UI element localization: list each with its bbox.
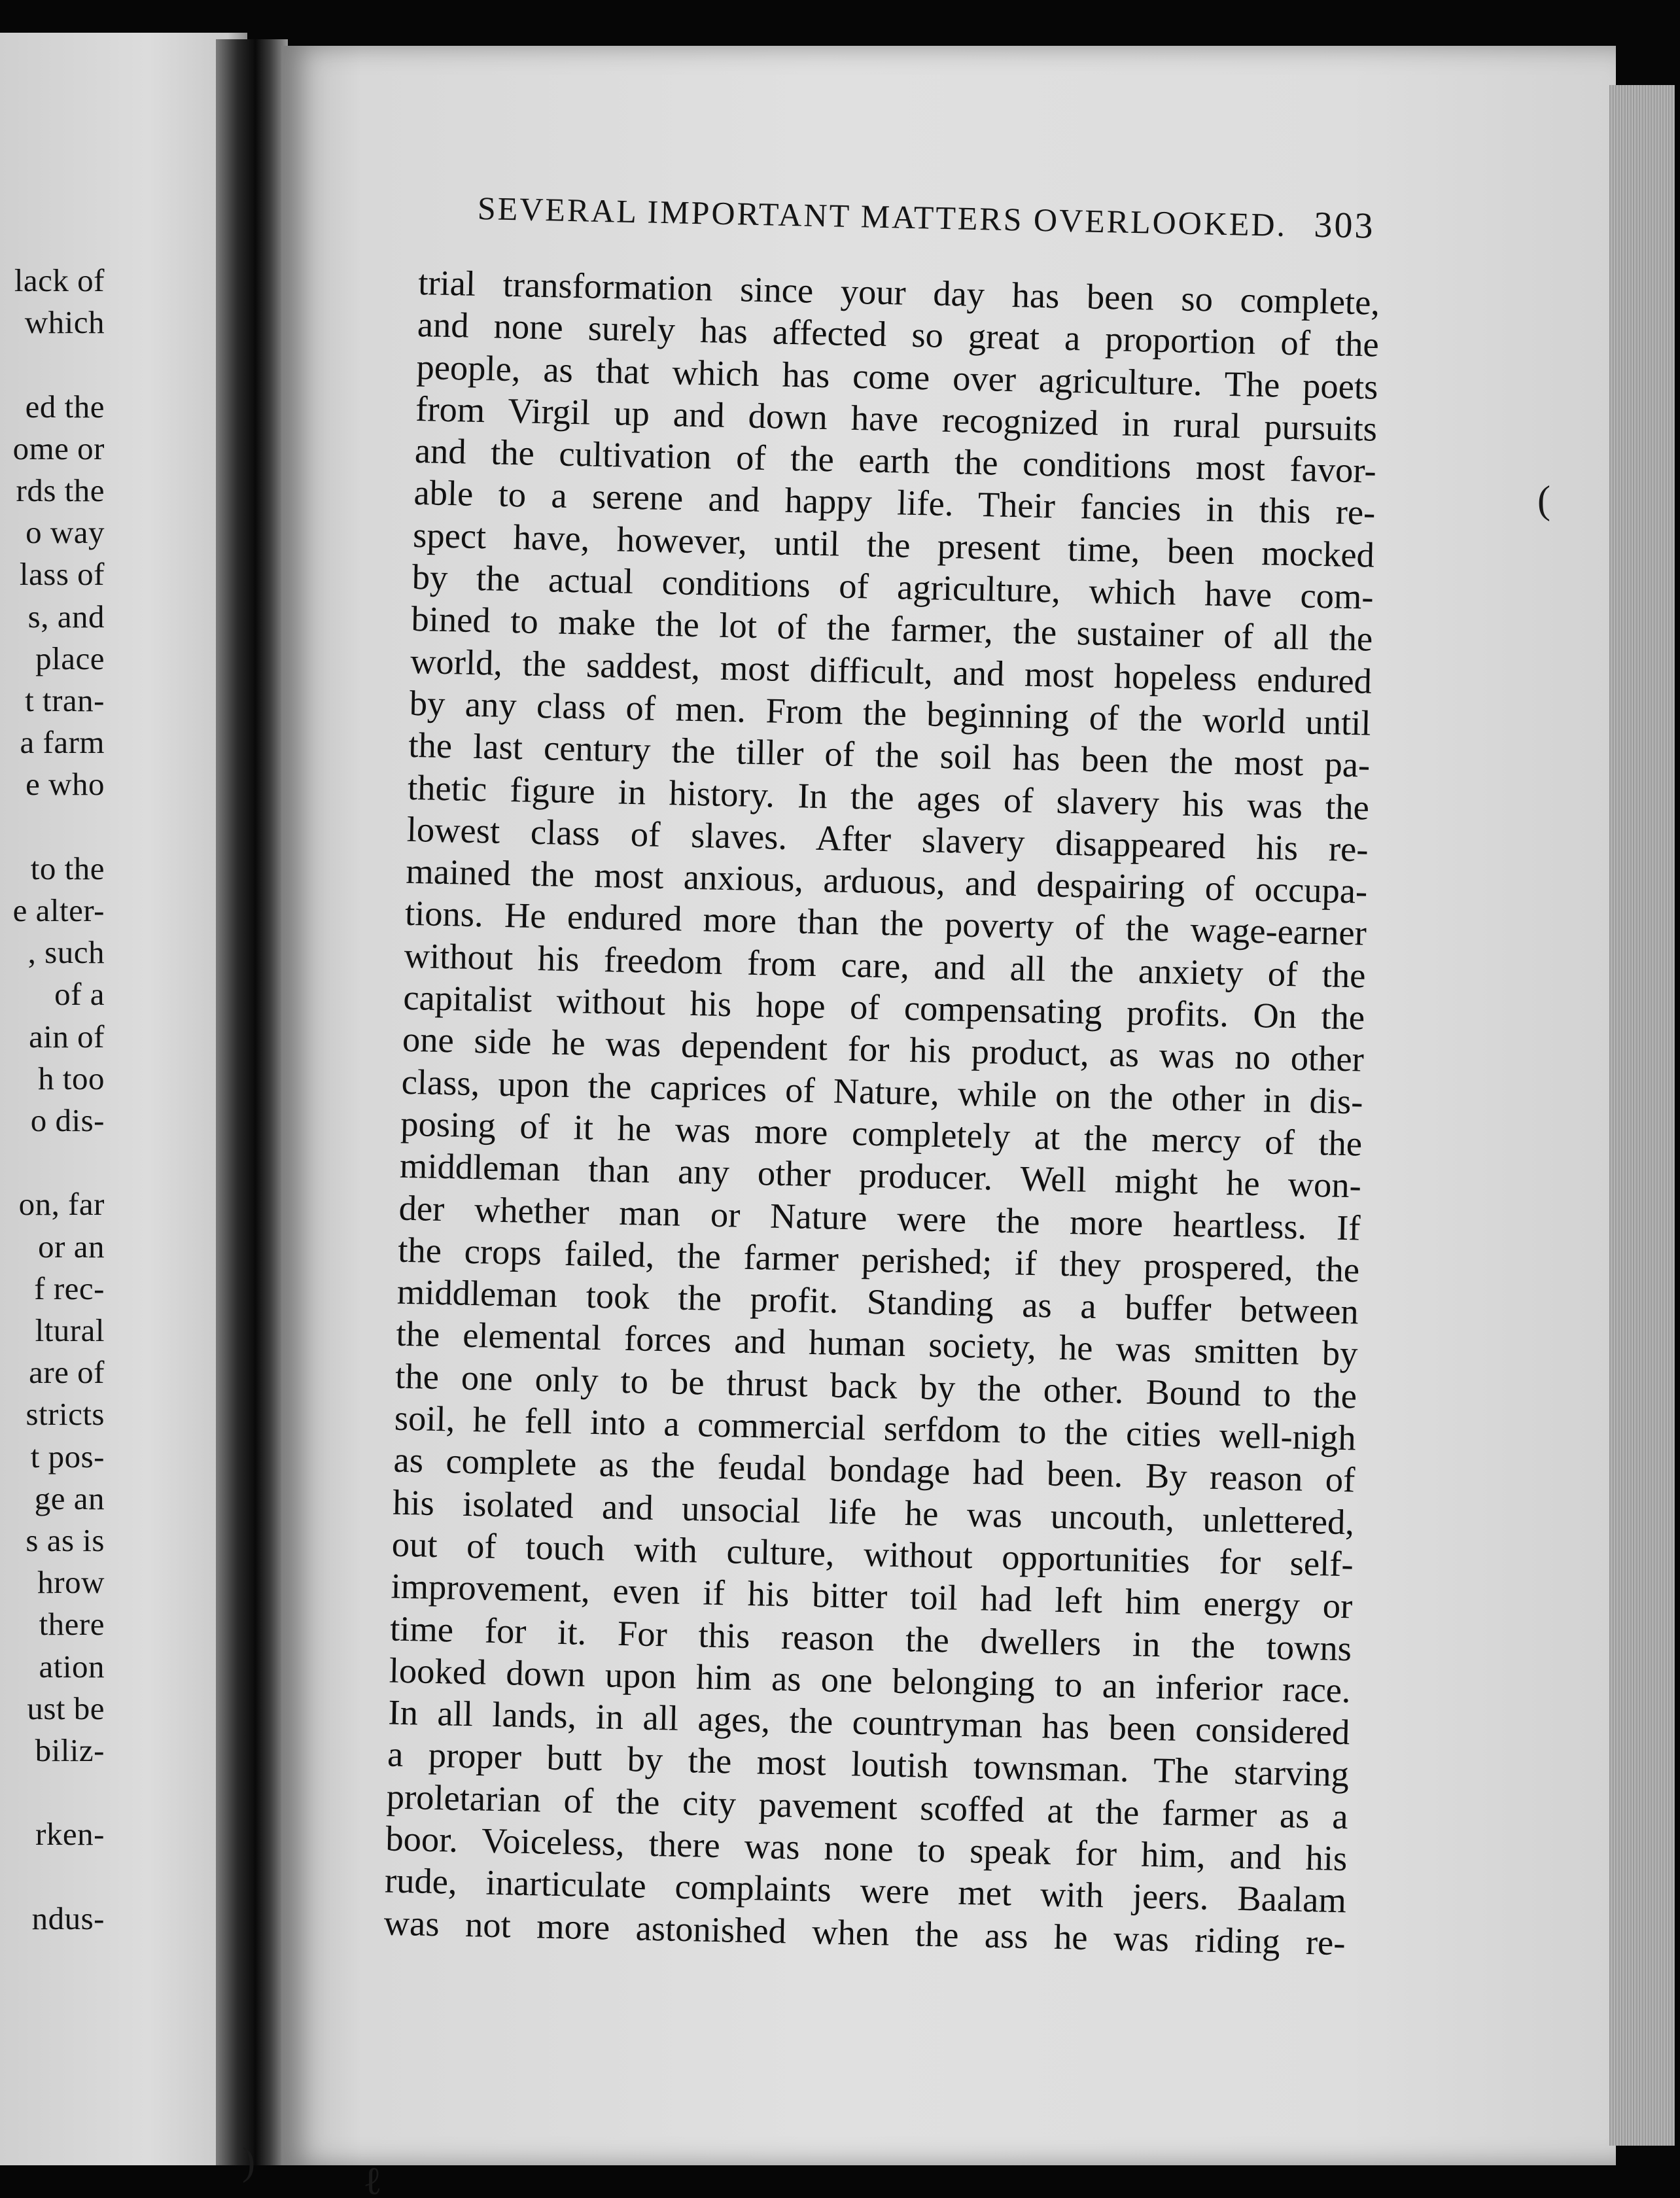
left-page-fragment: to the (30, 850, 105, 886)
page-number: 303 (1313, 204, 1376, 247)
text-line: was not more astonished when the ass he was riding re- (383, 1902, 1346, 1962)
text-line: and none surely has affected so great a proportion of the (417, 304, 1380, 365)
previous-page-text-fragments (0, 33, 105, 2165)
text-line: a proper butt by the most loutish townsman. The starving (387, 1734, 1350, 1794)
left-page-fragment: o dis- (30, 1102, 105, 1138)
text-line: lowest class of slaves. After slavery disappeared his re- (406, 809, 1369, 869)
left-page-fragment: which (24, 304, 105, 341)
text-line: people, as that which has come over agriculture. The poets (416, 346, 1378, 407)
text-line: spect have, however, until the present time, been mocked (412, 514, 1375, 575)
left-page-fragment: hrow (37, 1564, 105, 1601)
running-head-title: SEVERAL IMPORTANT MATTERS OVERLOOKED. (477, 190, 1287, 243)
text-line: world, the saddest, most difficult, and most hopeless endured (410, 640, 1373, 701)
left-page-fragment: biliz- (35, 1732, 105, 1768)
left-page-fragment: ltural (35, 1312, 105, 1348)
stray-scan-mark-2: ℓ (363, 2159, 382, 2198)
body-text (383, 262, 1380, 1964)
left-page-fragment: ust be (27, 1690, 105, 1726)
text-line: looked down upon him as one belonging to an inferior race. (389, 1650, 1352, 1711)
text-line: bined to make the lot of the farmer, the sustainer of all the (410, 599, 1373, 659)
left-page-fragment: rds the (16, 472, 105, 508)
text-line: capitalist without his hope of compensating profits. On the (402, 977, 1365, 1038)
text-line: proletarian of the city pavement scoffed at the farmer as a (386, 1776, 1349, 1836)
text-line: der whether man or Nature were the more heartless. If (398, 1187, 1361, 1247)
left-page-fragment: or an (38, 1228, 105, 1265)
text-line: able to a serene and happy life. Their fancies in this re- (413, 472, 1376, 533)
text-line: the crops failed, the farmer perished; if they prospered, the (397, 1229, 1360, 1290)
left-page-fragment: on, far (18, 1186, 105, 1223)
stray-scan-mark: ) (242, 2140, 255, 2183)
left-page-fragment: e who (26, 766, 105, 803)
previous-page-edge (0, 33, 247, 2165)
text-line: his isolated and unsocial life he was uncouth, unlettered, (392, 1482, 1355, 1542)
margin-mark: ( (1537, 478, 1550, 521)
text-line: trial transformation since your day has been so complete, (417, 262, 1380, 323)
text-line: middleman took the profit. Standing as a buffer between (396, 1271, 1359, 1332)
left-page-fragment: lack of (14, 262, 105, 298)
text-line: thetic figure in history. In the ages of slavery his was the (407, 767, 1370, 828)
text-line: rude, inarticulate complaints were met with jeers. Baalam (384, 1860, 1347, 1921)
left-page-fragment: lass of (19, 556, 105, 593)
left-page-fragment: f rec- (34, 1270, 105, 1306)
left-page-fragment: ed the (25, 388, 105, 425)
text-line: middleman than any other producer. Well might he won- (399, 1145, 1362, 1206)
left-page-fragment: rken- (35, 1816, 105, 1853)
text-line: out of touch with culture, without opportunities for self- (391, 1524, 1354, 1584)
text-line: by the actual conditions of agriculture, which have com- (411, 556, 1374, 617)
text-line: In all lands, in all ages, the countryman has been considered (387, 1692, 1350, 1753)
text-line: the elemental forces and human society, he was smitten by (396, 1314, 1358, 1374)
left-page-fragment: t tran- (25, 682, 105, 718)
left-page-fragment: e alter- (12, 892, 105, 928)
left-page-fragment: ation (39, 1648, 105, 1684)
text-line: as complete as the feudal bondage had been. By reason of (393, 1439, 1356, 1500)
left-page-fragment: ge an (34, 1480, 105, 1516)
left-page-fragment: stricts (26, 1396, 105, 1433)
text-line: mained the most anxious, arduous, and despairing of occupa- (405, 850, 1368, 911)
page-stack-edges (1609, 85, 1675, 2146)
text-line: boor. Voiceless, there was none to speak for him, and his (385, 1818, 1348, 1879)
left-page-fragment: o way (26, 514, 105, 551)
text-line: and the cultivation of the earth the conditions most favor- (414, 430, 1377, 491)
text-line: posing of it he was more completely at the mercy of the (400, 1103, 1363, 1164)
text-line: the last century the tiller of the soil has been the most pa- (408, 725, 1371, 785)
text-line: without his freedom from care, and all the anxiety of the (404, 935, 1367, 996)
left-page-fragment: h too (38, 1060, 105, 1096)
left-page-fragment: ome or (12, 430, 105, 466)
text-line: the one only to be thrust back by the other. Bound to the (394, 1355, 1357, 1416)
left-page-fragment: a farm (20, 724, 105, 761)
left-page-fragment: s, and (27, 598, 105, 635)
text-line: improvement, even if his bitter toil had left him energy or (390, 1565, 1353, 1626)
text-line: one side he was dependent for his product, as was no other (402, 1019, 1365, 1079)
left-page-fragment: s as is (26, 1522, 105, 1558)
text-line: class, upon the caprices of Nature, while on the other in dis- (401, 1061, 1364, 1122)
left-page-fragment: ndus- (31, 1900, 105, 1936)
text-line: from Virgil up and down have recognized in rural pursuits (415, 388, 1378, 449)
left-page-fragment: t pos- (30, 1438, 105, 1474)
text-line: tions. He endured more than the poverty of the wage-earner (404, 893, 1367, 954)
left-page-fragment: of a (54, 976, 105, 1013)
left-page-fragment: are of (29, 1354, 105, 1391)
book-binding-gutter (216, 39, 288, 2165)
text-line: time for it. For this reason the dwellers in the towns (389, 1608, 1352, 1668)
left-page-fragment: place (35, 640, 105, 676)
left-page-fragment: ain of (29, 1018, 105, 1055)
left-page-fragment: , such (27, 934, 105, 971)
left-page-fragment: there (39, 1606, 105, 1643)
text-line: soil, he fell into a commercial serfdom to the cities well-nigh (394, 1397, 1357, 1458)
text-line: by any class of men. From the beginning of the world until (409, 682, 1372, 743)
